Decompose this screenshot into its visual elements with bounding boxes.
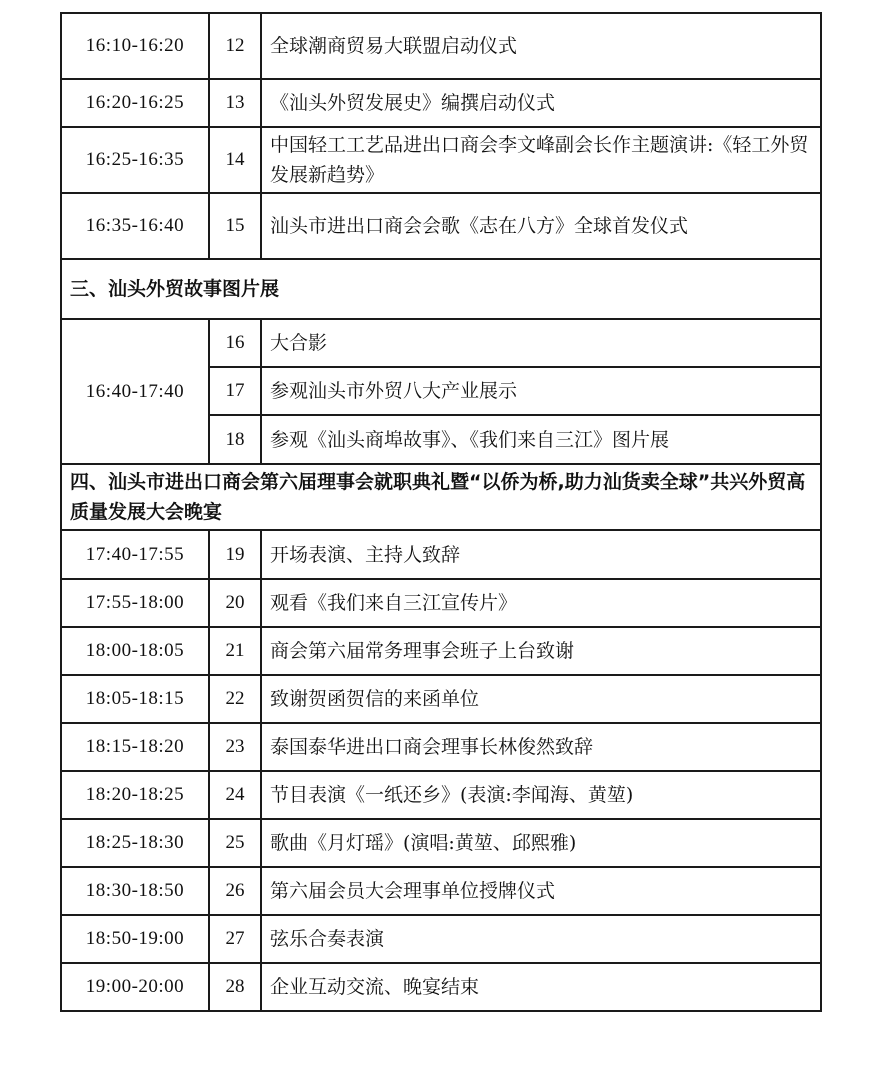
table-row	[61, 867, 821, 915]
table-row	[61, 723, 821, 771]
number-cell: 25	[209, 819, 261, 867]
item-cell: 弦乐合奏表演	[261, 915, 821, 963]
number-cell: 18	[209, 415, 261, 464]
section-title: 四、汕头市进出口商会第六届理事会就职典礼暨“以侨为桥,助力汕货卖全球”共兴外贸高质量发展大会晚宴	[61, 464, 821, 530]
item-cell: 《汕头外贸发展史》编撰启动仪式	[261, 79, 821, 127]
time-cell: 17:40-17:55	[61, 530, 209, 579]
table-row	[61, 627, 821, 675]
item-cell: 商会第六届常务理事会班子上台致谢	[261, 627, 821, 675]
item-cell: 中国轻工工艺品进出口商会李文峰副会长作主题演讲:《轻工外贸发展新趋势》	[261, 127, 821, 193]
time-cell: 18:20-18:25	[61, 771, 209, 819]
table-row	[61, 13, 821, 79]
number-cell: 26	[209, 867, 261, 915]
table-row	[61, 963, 821, 1011]
item-cell: 节目表演《一纸还乡》(表演:李闻海、黄堃)	[261, 771, 821, 819]
table-row	[61, 771, 821, 819]
item-cell: 致谢贺函贺信的来函单位	[261, 675, 821, 723]
table-row	[61, 193, 821, 259]
table-row	[61, 79, 821, 127]
table-row	[61, 915, 821, 963]
section-header-row	[61, 259, 821, 319]
section-header-row	[61, 464, 821, 530]
number-cell: 20	[209, 579, 261, 627]
item-cell: 参观《汕头商埠故事》、《我们来自三江》图片展	[261, 415, 821, 464]
number-cell: 17	[209, 367, 261, 415]
number-cell: 28	[209, 963, 261, 1011]
item-cell: 第六届会员大会理事单位授牌仪式	[261, 867, 821, 915]
number-cell: 24	[209, 771, 261, 819]
item-cell: 全球潮商贸易大联盟启动仪式	[261, 13, 821, 79]
item-cell: 歌曲《月灯瑶》(演唱:黄堃、邱熙雅)	[261, 819, 821, 867]
time-cell: 16:40-17:40	[61, 319, 209, 464]
item-cell: 参观汕头市外贸八大产业展示	[261, 367, 821, 415]
number-cell: 12	[209, 13, 261, 79]
number-cell: 21	[209, 627, 261, 675]
number-cell: 19	[209, 530, 261, 579]
table-row	[61, 530, 821, 579]
time-cell: 16:20-16:25	[61, 79, 209, 127]
table-row	[61, 675, 821, 723]
item-cell: 开场表演、主持人致辞	[261, 530, 821, 579]
number-cell: 14	[209, 127, 261, 193]
number-cell: 16	[209, 319, 261, 367]
time-cell: 19:00-20:00	[61, 963, 209, 1011]
number-cell: 22	[209, 675, 261, 723]
time-cell: 18:30-18:50	[61, 867, 209, 915]
item-cell: 观看《我们来自三江宣传片》	[261, 579, 821, 627]
number-cell: 23	[209, 723, 261, 771]
table-row	[61, 319, 821, 367]
time-cell: 18:50-19:00	[61, 915, 209, 963]
time-cell: 17:55-18:00	[61, 579, 209, 627]
agenda-table	[60, 12, 822, 1012]
time-cell: 18:25-18:30	[61, 819, 209, 867]
number-cell: 27	[209, 915, 261, 963]
table-row	[61, 579, 821, 627]
number-cell: 13	[209, 79, 261, 127]
time-cell: 18:05-18:15	[61, 675, 209, 723]
number-cell: 15	[209, 193, 261, 259]
item-cell: 企业互动交流、晚宴结束	[261, 963, 821, 1011]
time-cell: 16:10-16:20	[61, 13, 209, 79]
item-cell: 大合影	[261, 319, 821, 367]
time-cell: 16:25-16:35	[61, 127, 209, 193]
time-cell: 16:35-16:40	[61, 193, 209, 259]
time-cell: 18:00-18:05	[61, 627, 209, 675]
agenda-sheet	[60, 12, 820, 1012]
item-cell: 汕头市进出口商会会歌《志在八方》全球首发仪式	[261, 193, 821, 259]
section-title: 三、汕头外贸故事图片展	[61, 259, 821, 319]
item-cell: 泰国泰华进出口商会理事长林俊然致辞	[261, 723, 821, 771]
table-row	[61, 819, 821, 867]
table-row	[61, 127, 821, 193]
time-cell: 18:15-18:20	[61, 723, 209, 771]
